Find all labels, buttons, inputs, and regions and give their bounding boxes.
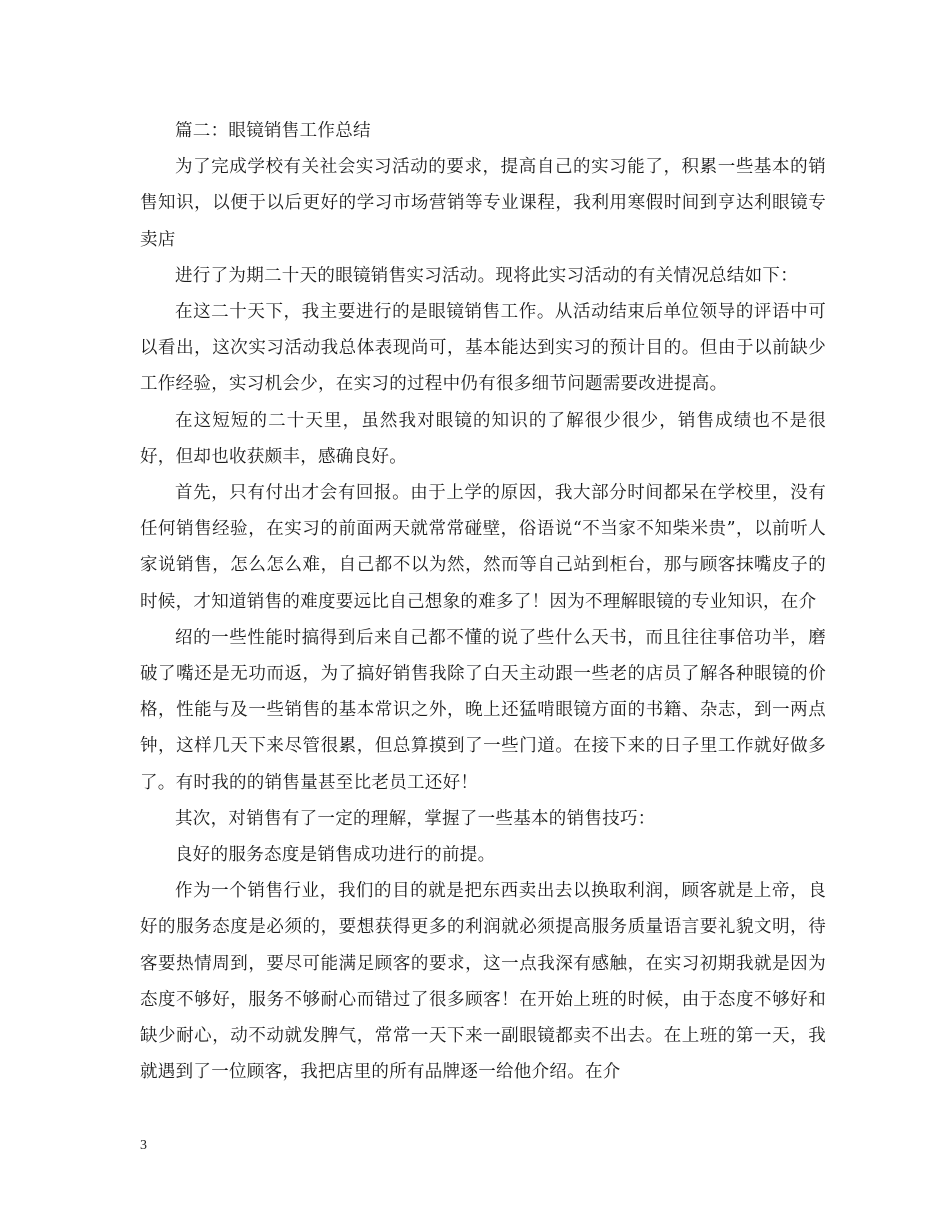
section-heading: 篇二：眼镜销售工作总结 <box>175 121 371 141</box>
paragraph-2: 进行了为期二十天的眼镜销售实习活动。现将此实习活动的有关情况总结如下： <box>175 265 798 286</box>
paragraph-3: 在这二十天下，我主要进行的是眼镜销售工作。从活动结束后单位领导的评语中可以看出，这次实习活动我总体表现尚可，基本能达到实习的预计目的。但由于以前缺少工作经验，实习机会少，在实习的过程中仍有很多细节问题需要改进提高。 <box>140 302 826 395</box>
paragraph-8: 良好的服务态度是销售成功进行的前提。 <box>175 845 496 866</box>
paragraph-6: 绍的一些性能时搞得到后来自己都不懂的说了些什么天书，而且往往事倍功半，磨破了嘴还是无功而返，为了搞好销售我除了白天主动跟一些老的店员了解各种眼镜的价格，性能与及一些销售的基本常识之外，晚上还猛啃眼镜方面的书籍、杂志，到一两点钟，这样几天下来尽管很累，但总算摸到了一些门道。在接下来的日子里工作就好做多了。有时我的的销售量甚至比老员工还好！ <box>140 627 826 793</box>
paragraph-1: 为了完成学校有关社会实习活动的要求，提高自己的实习能了，积累一些基本的销售知识，以便于以后更好的学习市场营销等专业课程，我利用寒假时间到亨达利眼镜专卖店 <box>140 157 826 250</box>
paragraph-9: 作为一个销售行业，我们的目的就是把东西卖出去以换取利润，顾客就是上帝，良好的服务态度是必须的，要想获得更多的利润就必须提高服务质量语言要礼貌文明，待客要热情周到，要尽可能满足顾客的要求，这一点我深有感触，在实习初期我就是因为态度不够好，服务不够耐心而错过了很多顾客！在开始上班的时候，由于态度不够好和缺少耐心，动不动就发脾气，常常一天下来一副眼镜都卖不出去。在上班的第一天，我就遇到了一位顾客，我把店里的所有品牌逐一给他介绍。在介 <box>140 881 826 1083</box>
paragraph-7: 其次，对销售有了一定的理解，掌握了一些基本的销售技巧： <box>175 808 656 829</box>
paragraph-5: 首先，只有付出才会有回报。由于上学的原因，我大部分时间都呆在学校里，没有任何销售经验，在实习的前面两天就常常碰壁，俗语说“不当家不知柴米贵”，以前听人家说销售，怎么怎么难，自己都不以为然，然而等自己站到柜台，那与顾客抹嘴皮子的时候，才知道销售的难度要远比自己想象的难多了！因为不理解眼镜的专业知识，在介 <box>140 483 826 612</box>
paragraph-4: 在这短短的二十天里，虽然我对眼镜的知识的了解很少很少，销售成绩也不是很好，但却也收获颇丰，感确良好。 <box>140 410 826 467</box>
page-number: 3 <box>140 1138 147 1153</box>
document-body <box>140 113 826 1090</box>
